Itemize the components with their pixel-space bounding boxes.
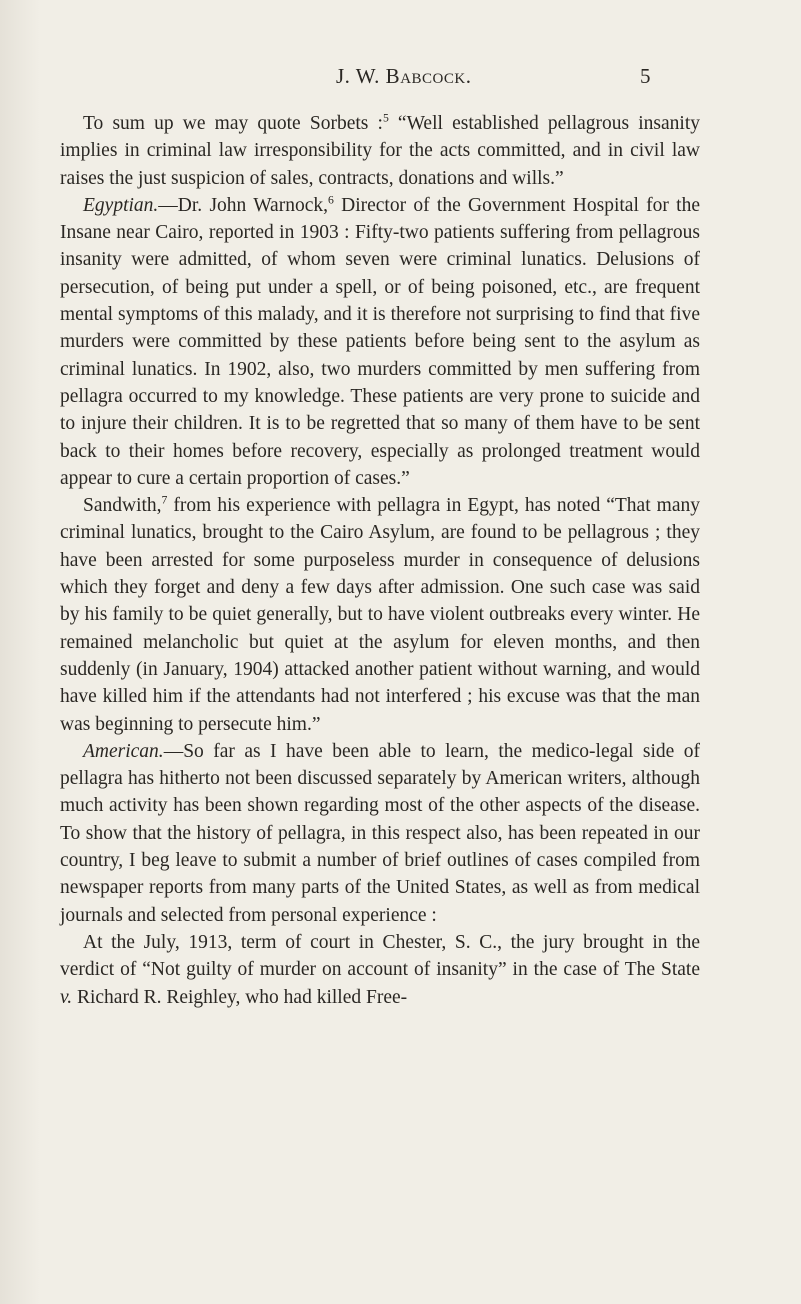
page-edge-shadow — [0, 0, 40, 1304]
paragraph-sorbets — [60, 110, 700, 192]
running-head — [0, 64, 801, 94]
running-title: J. W. Babcock. — [336, 64, 472, 88]
text-span: At the July, 1913, term of court in Chester, S. C., the jury brought in the verdict of “Not guilty of murder on account of insanity” in the case of The State — [60, 931, 700, 981]
page-number: 5 — [640, 64, 651, 88]
section-run-head: Egyptian. — [83, 194, 159, 216]
paragraph-american — [60, 738, 700, 929]
text-span: “Well established pellagrous insanity implies in criminal law irresponsibility for the acts committed, and in civil law raises the just suspicion of sales, contracts, donations and wills.” — [60, 113, 701, 189]
text-span: Richard R. Reighley, who had killed Free- — [72, 986, 408, 1008]
paragraph-egyptian — [60, 192, 700, 492]
text-span-italic: v. — [60, 986, 73, 1008]
text-span: —Dr. John Warnock, — [158, 194, 328, 216]
footnote-ref: 6 — [328, 193, 334, 207]
text-span: —So far as I have been able to learn, the medico-legal side of pellagra has hitherto not been discussed separately by American writers, although much activity has been shown regarding most of the other aspects of the disease. To show that the history of pellagra, in this respect also, has been repeated in our country, I beg leave to submit a number of brief outlines of cases compiled from newspaper reports from many parts of the United States, as well as from medical journals and selected from personal experience : — [60, 740, 700, 926]
text-span: Sandwith, — [83, 495, 162, 517]
footnote-ref: 5 — [382, 111, 389, 125]
body-text — [60, 110, 700, 1011]
text-span: Director of the Government Hospital for the Insane near Cairo, reported in 1903 : Fifty-two patients suffering from pellagrous insanity were admitted, of whom seven were criminal lunatics. Delusions of persecution, of being put under a spell, or of being poisoned, etc., are frequent mental symptoms of this malady, and it is therefore not surprising to find that five murders were committed by these patients before being sent to the asylum as criminal lunatics. In 1902, also, two murders committed by men suffering from pellagra occurred to my knowledge. These patients are very prone to suicide and to injure their children. It is to be regretted that so many of them have to be sent back to their homes before recovery, especially as prolonged treatment would appear to cure a certain proportion of cases.” — [60, 194, 700, 489]
text-span: To sum up we may quote Sorbets : — [83, 113, 383, 134]
section-run-head: American. — [83, 740, 164, 762]
paragraph-sandwith — [60, 492, 700, 738]
text-span: from his experience with pellagra in Egypt, has noted “That many criminal lunatics, brought to the Cairo Asylum, are found to be pellagrous ; they have been arrested for some purposeless murder in consequence of delusions which they forget and deny a few days after admission. One such case was said by his family to be quiet generally, but to have violent outbreaks every winter. He remained melancholic but quiet at the asylum for eleven months, and then suddenly (in January, 1904) attacked another patient without warning, and would have killed him if the attendants had not interfered ; his excuse was that the man was beginning to persecute him.” — [60, 495, 700, 735]
paragraph-chester-case — [60, 929, 700, 1011]
footnote-ref: 7 — [161, 493, 168, 507]
